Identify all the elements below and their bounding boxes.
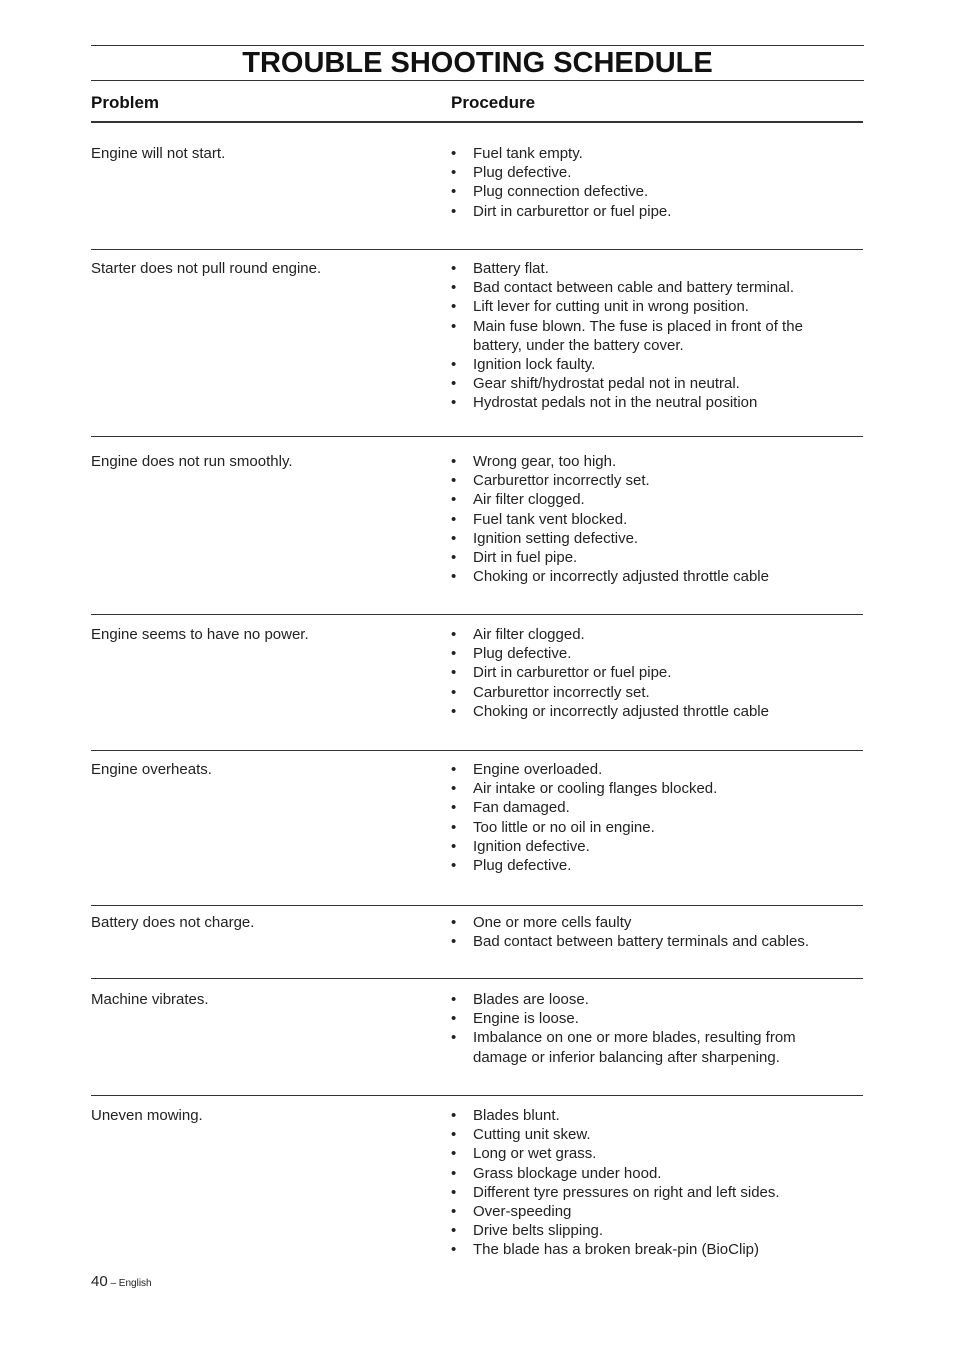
- procedure-item: • Grass blockage under hood.: [451, 1164, 851, 1183]
- procedure-item: • Main fuse blown. The fuse is placed in front of the battery, under the battery cover.: [451, 317, 851, 355]
- procedure-item: • Plug connection defective.: [451, 182, 851, 201]
- row-separator: [91, 614, 863, 615]
- procedure-item: • Engine is loose.: [451, 1009, 851, 1028]
- procedure-item: • Over-speeding: [451, 1202, 851, 1221]
- footer-language: – English: [107, 1278, 152, 1289]
- procedure-item: • Dirt in carburettor or fuel pipe.: [451, 202, 851, 221]
- procedure-item: • Cutting unit skew.: [451, 1125, 851, 1144]
- procedure-item: • Lift lever for cutting unit in wrong position.: [451, 297, 851, 316]
- problem-text: Engine overheats.: [91, 761, 212, 778]
- problem-column-header: Problem: [91, 93, 160, 112]
- problem-text: Engine seems to have no power.: [91, 626, 309, 643]
- procedure-item: • Carburettor incorrectly set.: [451, 683, 851, 702]
- row-separator: [91, 1095, 863, 1096]
- procedure-item: • Choking or incorrectly adjusted throttle cable: [451, 702, 851, 721]
- procedure-item: • Long or wet grass.: [451, 1144, 851, 1163]
- procedure-list: [451, 990, 851, 1067]
- procedure-item: • Dirt in carburettor or fuel pipe.: [451, 663, 851, 682]
- procedure-item: • Choking or incorrectly adjusted throttle cable: [451, 567, 851, 586]
- procedure-item: • Wrong gear, too high.: [451, 452, 851, 471]
- problem-text: Starter does not pull round engine.: [91, 260, 322, 277]
- procedure-item: • Plug defective.: [451, 856, 851, 875]
- page-title: TROUBLE SHOOTING SCHEDULE: [242, 47, 713, 79]
- page-footer: [91, 1273, 152, 1293]
- procedure-item: • The blade has a broken break-pin (BioClip): [451, 1240, 851, 1259]
- procedure-item: • Plug defective.: [451, 163, 851, 182]
- procedure-item: • Too little or no oil in engine.: [451, 818, 851, 837]
- procedure-item: • Different tyre pressures on right and left sides.: [451, 1183, 851, 1202]
- procedure-item: • Drive belts slipping.: [451, 1221, 851, 1240]
- procedure-item: • Air filter clogged.: [451, 490, 851, 509]
- problem-text: Engine will not start.: [91, 145, 226, 162]
- procedure-list: [451, 913, 851, 951]
- problem-text: Machine vibrates.: [91, 991, 209, 1008]
- procedure-item: • Plug defective.: [451, 644, 851, 663]
- procedure-item: • Hydrostat pedals not in the neutral position: [451, 393, 851, 412]
- procedure-item: • Ignition setting defective.: [451, 529, 851, 548]
- procedure-list: [451, 259, 851, 413]
- row-separator: [91, 249, 863, 250]
- procedure-list: [451, 625, 851, 721]
- procedure-item: • Blades blunt.: [451, 1106, 851, 1125]
- procedure-item: • Blades are loose.: [451, 990, 851, 1009]
- procedure-list: [451, 452, 851, 586]
- procedure-list: [451, 144, 851, 221]
- procedure-item: • Ignition defective.: [451, 837, 851, 856]
- procedure-item: • Imbalance on one or more blades, resulting from damage or inferior balancing after sharpening.: [451, 1028, 851, 1066]
- procedure-item: • Air filter clogged.: [451, 625, 851, 644]
- row-separator: [91, 750, 863, 751]
- problem-text: Uneven mowing.: [91, 1107, 203, 1124]
- problem-text: Battery does not charge.: [91, 914, 255, 931]
- procedure-item: • One or more cells faulty: [451, 913, 851, 932]
- procedure-item: • Bad contact between cable and battery terminal.: [451, 278, 851, 297]
- procedure-item: • Engine overloaded.: [451, 760, 851, 779]
- procedure-item: • Bad contact between battery terminals and cables.: [451, 932, 851, 951]
- header-rule: [91, 121, 863, 123]
- procedure-item: • Battery flat.: [451, 259, 851, 278]
- procedure-item: • Carburettor incorrectly set.: [451, 471, 851, 490]
- page-number: 40: [91, 1273, 108, 1290]
- procedure-item: • Dirt in fuel pipe.: [451, 548, 851, 567]
- procedure-item: • Fuel tank empty.: [451, 144, 851, 163]
- row-separator: [91, 905, 863, 906]
- procedure-column-header: Procedure: [451, 93, 536, 112]
- procedure-list: [451, 760, 851, 875]
- procedure-item: • Air intake or cooling flanges blocked.: [451, 779, 851, 798]
- procedure-item: • Fuel tank vent blocked.: [451, 510, 851, 529]
- procedure-list: [451, 1106, 851, 1260]
- procedure-item: • Gear shift/hydrostat pedal not in neutral.: [451, 374, 851, 393]
- procedure-item: • Fan damaged.: [451, 798, 851, 817]
- row-separator: [91, 978, 863, 979]
- title-rule: [91, 80, 864, 81]
- procedure-item: • Ignition lock faulty.: [451, 355, 851, 374]
- row-separator: [91, 436, 863, 437]
- problem-text: Engine does not run smoothly.: [91, 453, 293, 470]
